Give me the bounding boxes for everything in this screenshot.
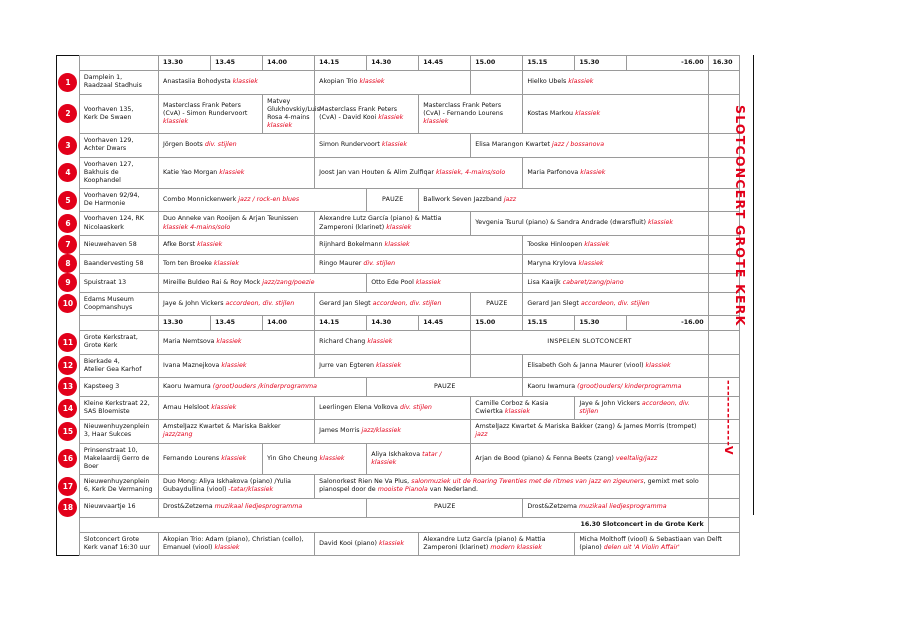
- header-location-spacer: [79, 316, 158, 331]
- table-row: [57, 396, 740, 419]
- slotconcert-performance-cell: Akopian Trio: Adam (piano), Christian (cello), Emanuel (viool) klassiek: [159, 532, 315, 555]
- slotconcert-vertical-label: SLOTCONCERT GROTE KERK: [733, 105, 748, 327]
- table-row: [57, 71, 740, 94]
- venue-number-badge: [57, 157, 80, 189]
- venue-location: Voorhaven 129, Achter Dwars: [79, 134, 158, 157]
- performance-cell: Gerard Jan Slegt accordeon, div. stijlen: [315, 292, 471, 315]
- time-header-1415: 14.15: [315, 316, 367, 331]
- venue-number-badge: [57, 420, 80, 443]
- table-row: [57, 420, 740, 443]
- performance-cell: Elisa Marangon Kwartet jazz / bossanova: [471, 134, 708, 157]
- badge-circle: 15: [58, 422, 77, 441]
- venue-location: Voorhaven 92/94, De Harmonie: [79, 189, 158, 212]
- time-header-1400: 14.00: [263, 316, 315, 331]
- venue-location: Kleine Kerkstraat 22, SAS Bloemiste: [79, 396, 158, 419]
- performance-cell: Maria Nemtsova klassiek: [159, 331, 315, 354]
- slotconcert-performance-cell: David Kooi (piano) klassiek: [315, 532, 419, 555]
- venue-number-badge: [57, 396, 80, 419]
- time-header-1630: 16.30: [708, 56, 739, 71]
- table-row: [57, 94, 740, 134]
- table-row: [57, 354, 740, 377]
- performance-cell: Yevgenia Tsurul (piano) & Sandra Andrade (dwarsfluit) klassiek: [471, 212, 708, 235]
- venue-location: Nieuwvaartje 16: [79, 498, 158, 517]
- venue-location: Nieuwenhuyzenplein 6, Kerk De Vermaning: [79, 475, 158, 498]
- badge-circle: 7: [58, 235, 77, 254]
- time-header-1430: 14.30: [367, 316, 419, 331]
- performance-cell: Gerard Jan Slegt accordeon, div. stijlen: [523, 292, 708, 315]
- table-row: [57, 254, 740, 273]
- performance-cell: Kaoru Iwamura (groot)ouders/ kinderprogramma: [523, 377, 708, 396]
- venue-location: Voorhaven 127, Bakhuis de Koophandel: [79, 157, 158, 189]
- table-row: [57, 235, 740, 254]
- venue-number-badge: [57, 443, 80, 475]
- performance-cell: Jörgen Boots div. stijlen: [159, 134, 315, 157]
- time-header-1600: -16.00: [627, 316, 708, 331]
- performance-cell: Rijnhard Bokelmann klassiek: [315, 235, 523, 254]
- performance-cell: Aliya Iskhakova tatar / klassiek: [367, 443, 471, 475]
- performance-cell: Drost&Zetzema muzikaal liedjesprogramma: [523, 498, 708, 517]
- venue-number-badge: [57, 475, 80, 498]
- performance-cell: Masterclass Frank Peters (CvA) - Simon Rundervoort klassiek: [159, 94, 263, 134]
- venue-location: Voorhaven 124, RK Nicolaaskerk: [79, 212, 158, 235]
- slotconcert-programme-row: [57, 532, 740, 555]
- performance-cell: Ballwork Seven Jazzband jazz: [419, 189, 708, 212]
- badge-circle: 8: [58, 254, 77, 273]
- slotconcert-arrow-icon: ------------V: [722, 380, 735, 456]
- performance-cell: Kostas Markou klassiek: [523, 94, 708, 134]
- time-header-1600: -16.00: [627, 56, 708, 71]
- table-row: [57, 331, 740, 354]
- table-row: [57, 292, 740, 315]
- schedule-body: [57, 56, 740, 556]
- performance-cell: Camille Corboz & Kasia Cwiertka klassiek: [471, 396, 575, 419]
- header-number-spacer: [57, 316, 80, 331]
- performance-cell: Yin Gho Cheung klassiek: [263, 443, 367, 475]
- performance-cell: PAUZE: [367, 498, 523, 517]
- badge-circle: 3: [58, 136, 77, 155]
- venue-location: Prinsenstraat 10, Makelaardij Gerro de Boer: [79, 443, 158, 475]
- badge-circle: 2: [58, 104, 77, 123]
- performance-cell: Anastasiia Bohodysta klassiek: [159, 71, 315, 94]
- slotconcert-column-cell: [708, 498, 739, 517]
- table-row: [57, 377, 740, 396]
- time-header-1530: 15.30: [575, 56, 627, 71]
- performance-cell: Leerlingen Elena Volkova div. stijlen: [315, 396, 471, 419]
- performance-cell: Arjan de Bood (piano) & Fenna Beets (zang) veeltalig/jazz: [471, 443, 708, 475]
- table-row: [57, 189, 740, 212]
- schedule-table: [56, 55, 740, 556]
- performance-cell: Simon Rundervoort klassiek: [315, 134, 471, 157]
- performance-cell: Richard Chang klassiek: [315, 331, 471, 354]
- venue-number-badge: [57, 71, 80, 94]
- time-header-1400: 14.00: [263, 56, 315, 71]
- time-header-1530: 15.30: [575, 316, 627, 331]
- time-header-1515: 15.15: [523, 316, 575, 331]
- table-row: [57, 498, 740, 517]
- time-header-1330: 13.30: [159, 56, 211, 71]
- badge-circle: 14: [58, 399, 77, 418]
- slotconcert-venue-location: Slotconcert Grote Kerk vanaf 16:30 uur: [79, 532, 158, 555]
- time-header-row: [57, 56, 740, 71]
- time-header-1500: 15.00: [471, 316, 523, 331]
- performance-cell: Duo Mong: Aliya Iskhakova (piano) /Yulia Gubaydullina (viool) -tatar/klassiek: [159, 475, 315, 498]
- performance-cell: Mireille Buldeo Rai & Roy Mock jazz/zang/poezie: [159, 273, 367, 292]
- performance-cell: Tom ten Broeke klassiek: [159, 254, 315, 273]
- venue-location: Edams Museum Coopmanshuys: [79, 292, 158, 315]
- venue-number-badge: [57, 189, 80, 212]
- time-header-1330: 13.30: [159, 316, 211, 331]
- badge-circle: 18: [58, 498, 77, 517]
- time-header-1415: 14.15: [315, 56, 367, 71]
- performance-cell: Alexandre Lutz García (piano) & Mattia Zamperoni (klarinet) klassiek: [315, 212, 471, 235]
- badge-circle: 12: [58, 356, 77, 375]
- slotconcert-column-cell: [708, 354, 739, 377]
- performance-cell: [471, 354, 523, 377]
- table-row: [57, 273, 740, 292]
- slotconcert-column-cell: [708, 71, 739, 94]
- performance-cell: Hielko Ubels klassiek: [523, 71, 708, 94]
- performance-cell: Combo Monnickenwerk jazz / rock-en blues: [159, 189, 367, 212]
- performance-cell: PAUZE: [367, 377, 523, 396]
- time-header-1515: 15.15: [523, 56, 575, 71]
- badge-circle: 17: [58, 477, 77, 496]
- venue-location: Damplein 1, Raadzaal Stadhuis: [79, 71, 158, 94]
- slotconcert-column-cell: [708, 475, 739, 498]
- performance-cell: Duo Anneke van Rooijen & Arjan Teunissen klassiek 4-mains/solo: [159, 212, 315, 235]
- venue-location: Nieuwehaven 58: [79, 235, 158, 254]
- venue-number-badge: [57, 292, 80, 315]
- performance-cell: Jaye & John Vickers accordeon, div. stijlen: [159, 292, 315, 315]
- performance-cell: Otto Ede Pool klassiek: [367, 273, 523, 292]
- venue-number-badge: [57, 254, 80, 273]
- performance-cell: Matvey Glukhovskiy/Luis Rosa 4-mains klassiek: [263, 94, 315, 134]
- slotconcert-title-row: [57, 517, 740, 532]
- time-header-1445: 14.45: [419, 316, 471, 331]
- badge-circle: 6: [58, 214, 77, 233]
- venue-number-badge: [57, 134, 80, 157]
- performance-cell: Joost Jan van Houten & Alim Zulfiqar klassiek, 4-mains/solo: [315, 157, 523, 189]
- performance-cell: Ivana Maznejkova klassiek: [159, 354, 315, 377]
- performance-cell: AmstelJazz Kwartet & Mariska Bakker (zang) & James Morris (trompet) jazz: [471, 420, 708, 443]
- performance-cell: INSPELEN SLOTCONCERT: [471, 331, 708, 354]
- performance-cell: AmstelJazz Kwartet & Mariska Bakker jazz/zang: [159, 420, 315, 443]
- performance-cell: Masterclass Frank Peters (CvA) - Fernando Lourens klassiek: [419, 94, 523, 134]
- time-header-1345: 13.45: [211, 316, 263, 331]
- performance-cell: PAUZE: [367, 189, 419, 212]
- performance-cell: Tooske Hinloopen klassiek: [523, 235, 708, 254]
- venue-location: Baandervesting 58: [79, 254, 158, 273]
- header-location-spacer: [79, 56, 158, 71]
- performance-cell: Lisa Kaaijk cabaret/zang/piano: [523, 273, 708, 292]
- performance-cell: Jaye & John Vickers accordeon, div. stijlen: [575, 396, 708, 419]
- badge-circle: 16: [58, 449, 77, 468]
- badge-circle: 9: [58, 273, 77, 292]
- slotconcert-performance-cell: Alexandre Lutz García (piano) & Mattia Zamperoni (klarinet) modern klassiek: [419, 532, 575, 555]
- venue-location: Voorhaven 135, Kerk De Swaen: [79, 94, 158, 134]
- table-row: [57, 134, 740, 157]
- slotconcert-performance-cell: Micha Molthoff (viool) & Sebastiaan van Delft (piano) delen uit 'A Violin Affair': [575, 532, 740, 555]
- venue-number-badge: [57, 498, 80, 517]
- performance-cell: Salonorkest Rien Ne Va Plus, salonmuziek uit de Roaring Twenties met de ritmes van jazz en zigeuners, gemixt met solo pianospel door de mooiste Pianola van Nederland.: [315, 475, 708, 498]
- time-header-row: [57, 316, 740, 331]
- performance-cell: Katie Yao Morgan klassiek: [159, 157, 315, 189]
- performance-cell: Afke Borst klassiek: [159, 235, 315, 254]
- badge-circle: 1: [58, 73, 77, 92]
- slotconcert-title-tail: [708, 517, 739, 532]
- performance-cell: Jurre van Egteren klassiek: [315, 354, 471, 377]
- time-header-1430: 14.30: [367, 56, 419, 71]
- performance-cell: Fernando Lourens klassiek: [159, 443, 263, 475]
- venue-number-badge: [57, 94, 80, 134]
- slotconcert-column-cell: [708, 331, 739, 354]
- venue-location: Nieuwenhuyzenplein 3, Haar Sukces: [79, 420, 158, 443]
- performance-cell: Masterclass Frank Peters (CvA) - David Kooi klassiek: [315, 94, 419, 134]
- venue-location: Grote Kerkstraat, Grote Kerk: [79, 331, 158, 354]
- performance-cell: [471, 71, 523, 94]
- performance-cell: Kaoru Iwamura (groot)ouders /kinderprogramma: [159, 377, 367, 396]
- badge-circle: 4: [58, 163, 77, 182]
- performance-cell: Arnau Helsloot klassiek: [159, 396, 315, 419]
- performance-cell: Drost&Zetzema muzikaal liedjesprogramma: [159, 498, 367, 517]
- performance-cell: Elisabeth Goh & Janna Maurer (viool) klassiek: [523, 354, 708, 377]
- table-row: [57, 443, 740, 475]
- venue-number-badge: [57, 377, 80, 396]
- badge-circle: 13: [58, 377, 77, 396]
- badge-circle: 10: [58, 294, 77, 313]
- venue-number-badge: [57, 212, 80, 235]
- right-frame-line: [753, 55, 754, 515]
- venue-location: Spuistraat 13: [79, 273, 158, 292]
- performance-cell: Akopian Trio klassiek: [315, 71, 471, 94]
- slotconcert-title: 16.30 Slotconcert in de Grote Kerk: [79, 517, 708, 532]
- time-header-1500: 15.00: [471, 56, 523, 71]
- performance-cell: Maryna Krylova klassiek: [523, 254, 708, 273]
- table-row: [57, 157, 740, 189]
- venue-number-badge: [57, 331, 80, 354]
- venue-number-badge: [57, 273, 80, 292]
- performance-cell: Maria Parfonova klassiek: [523, 157, 708, 189]
- venue-location: Kapsteeg 3: [79, 377, 158, 396]
- final-number-spacer: [57, 532, 80, 555]
- badge-circle: 11: [58, 333, 77, 352]
- venue-location: Bierkade 4, Atelier Gea Karhof: [79, 354, 158, 377]
- time-header-1345: 13.45: [211, 56, 263, 71]
- performance-cell: Ringo Maurer div. stijlen: [315, 254, 523, 273]
- badge-circle: 5: [58, 191, 77, 210]
- time-header-1445: 14.45: [419, 56, 471, 71]
- venue-number-badge: [57, 235, 80, 254]
- performance-cell: PAUZE: [471, 292, 523, 315]
- header-number-spacer: [57, 56, 80, 71]
- performance-cell: James Morris jazz/klassiek: [315, 420, 471, 443]
- title-number-spacer: [57, 517, 80, 532]
- table-row: [57, 475, 740, 498]
- venue-number-badge: [57, 354, 80, 377]
- table-row: [57, 212, 740, 235]
